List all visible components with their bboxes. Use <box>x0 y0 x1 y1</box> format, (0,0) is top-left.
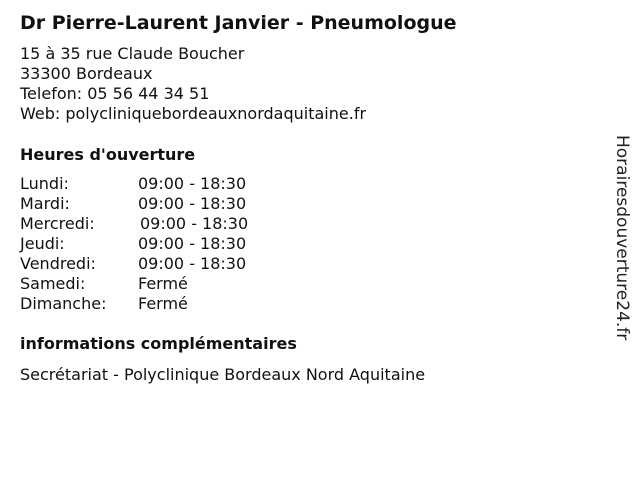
day-label: Mardi: <box>20 194 70 213</box>
additional-info-text: Secrétariat - Polyclinique Bordeaux Nord Aquitaine <box>20 365 426 384</box>
site-watermark <box>612 135 632 375</box>
website: Web: polycliniquebordeauxnordaquitaine.fr <box>20 104 367 123</box>
hours-value: 09:00 - 18:30 <box>140 214 249 233</box>
hours-value: 09:00 - 18:30 <box>138 194 247 213</box>
day-label: Lundi: <box>20 174 69 193</box>
address-block <box>20 44 366 124</box>
hours-value: Fermé <box>138 294 188 313</box>
watermark-text: Horairesdouverture24.fr <box>612 135 632 341</box>
city: 33300 Bordeaux <box>20 64 153 83</box>
hours-value: Fermé <box>138 274 188 293</box>
opening-hours-heading: Heures d'ouverture <box>20 145 196 164</box>
street-address: 15 à 35 rue Claude Boucher <box>20 44 245 63</box>
hours-value: 09:00 - 18:30 <box>138 234 247 253</box>
day-label: Samedi: <box>20 274 86 293</box>
day-label: Dimanche: <box>20 294 107 313</box>
page-title: Dr Pierre-Laurent Janvier - Pneumologue <box>20 12 457 34</box>
additional-info-heading: informations complémentaires <box>20 334 297 353</box>
hours-value: 09:00 - 18:30 <box>138 174 247 193</box>
hours-value: 09:00 - 18:30 <box>138 254 247 273</box>
day-label: Jeudi: <box>20 234 65 253</box>
day-label: Vendredi: <box>20 254 96 273</box>
phone-number: Telefon: 05 56 44 34 51 <box>20 84 210 103</box>
day-label: Mercredi: <box>20 214 95 233</box>
